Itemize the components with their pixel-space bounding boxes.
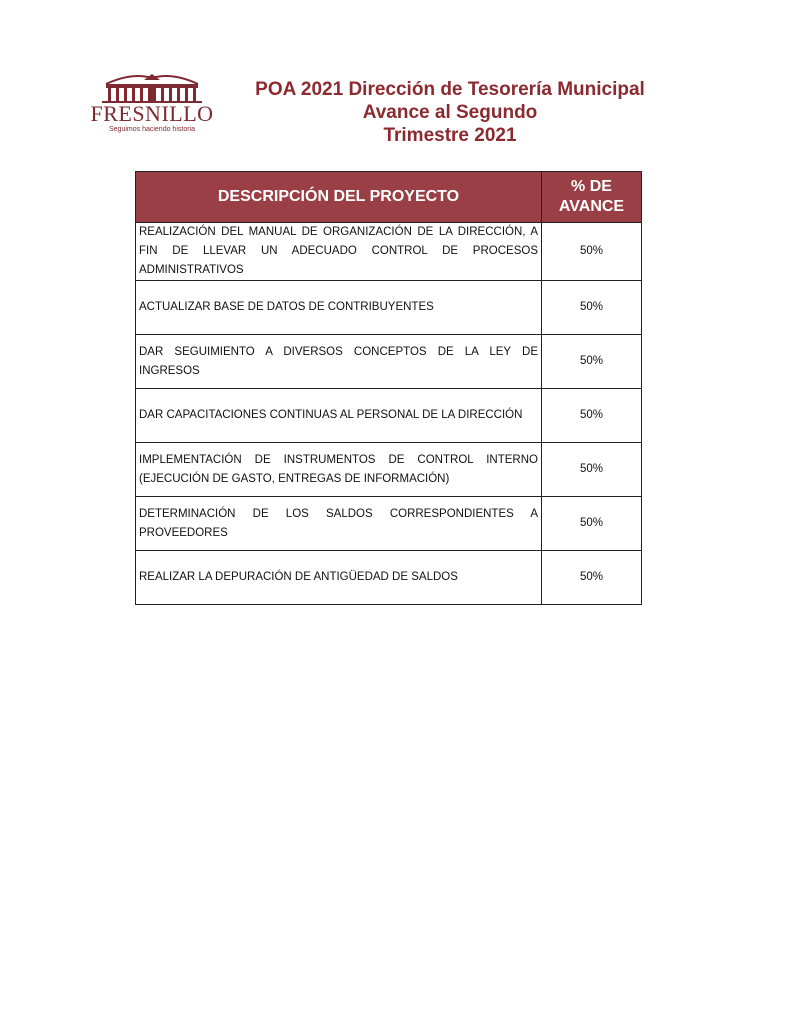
- project-progress: 50%: [542, 281, 642, 335]
- project-description: ACTUALIZAR BASE DE DATOS DE CONTRIBUYENTES: [136, 281, 542, 335]
- project-description: REALIZACIÓN DEL MANUAL DE ORGANIZACIÓN DE LA DIRECCIÓN, A FIN DE LLEVAR UN ADECUADO CONTROL DE PROCESOS ADMINISTRATIVOS: [136, 223, 542, 281]
- header-progress-line-2: AVANCE: [558, 198, 625, 215]
- project-description: DETERMINACIÓN DE LOS SALDOS CORRESPONDIENTES A PROVEEDORES: [136, 497, 542, 551]
- header-progress-line-1: % DE: [571, 178, 612, 195]
- table-header-row: [136, 172, 642, 223]
- project-description: IMPLEMENTACIÓN DE INSTRUMENTOS DE CONTROL INTERNO (EJECUCIÓN DE GASTO, ENTREGAS DE INFORMACIÓN): [136, 443, 542, 497]
- project-progress: 50%: [542, 223, 642, 281]
- table-row: [136, 497, 642, 551]
- project-description: DAR CAPACITACIONES CONTINUAS AL PERSONAL DE LA DIRECCIÓN: [136, 389, 542, 443]
- table-row: [136, 443, 642, 497]
- logo-tagline: Seguimos haciendo historia: [109, 126, 195, 133]
- table-row: [136, 389, 642, 443]
- header-progress: [542, 172, 642, 223]
- project-progress: 50%: [542, 389, 642, 443]
- table-row: [136, 335, 642, 389]
- arches-building-icon: [84, 70, 220, 104]
- title-line-2: Avance al Segundo: [362, 102, 538, 123]
- table-row: [136, 551, 642, 605]
- project-progress: 50%: [542, 443, 642, 497]
- title-line-1: POA 2021 Dirección de Tesorería Municipal: [255, 79, 645, 100]
- project-description: REALIZAR LA DEPURACIÓN DE ANTIGÜEDAD DE SALDOS: [136, 551, 542, 605]
- title-line-3: Trimestre 2021: [383, 125, 517, 146]
- project-progress: 50%: [542, 551, 642, 605]
- project-progress: 50%: [542, 497, 642, 551]
- table-row: [136, 281, 642, 335]
- project-progress: 50%: [542, 335, 642, 389]
- document-title: [230, 78, 670, 147]
- logo-wordmark: FRESNILLO: [90, 101, 214, 126]
- header-description: DESCRIPCIÓN DEL PROYECTO: [136, 172, 542, 223]
- project-description: DAR SEGUIMIENTO A DIVERSOS CONCEPTOS DE LA LEY DE INGRESOS: [136, 335, 542, 389]
- fresnillo-logo: [84, 70, 220, 140]
- table-row: [136, 223, 642, 281]
- project-progress-table: [135, 171, 642, 605]
